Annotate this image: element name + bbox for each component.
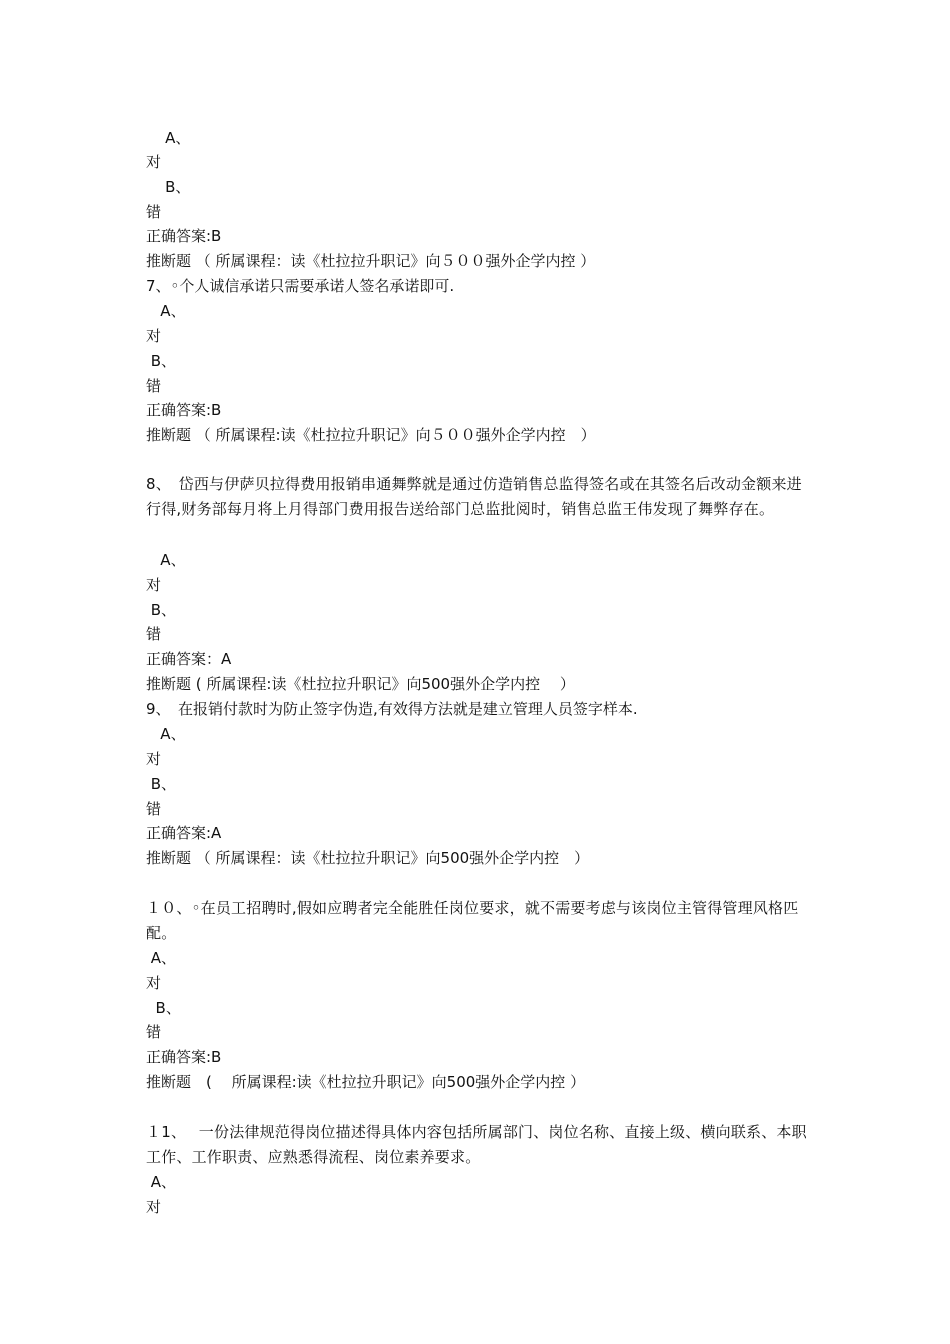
- option-b-text: 错: [146, 377, 162, 395]
- question-text: 7、◦个人诚信承诺只需要承诺人签名承诺即可.: [146, 277, 455, 295]
- option-b-label: B、: [146, 352, 177, 370]
- question-text: 9、 在报销付款时为防止签字伪造,有效得方法就是建立管理人员签字样本.: [146, 700, 638, 718]
- option-a-text: 对: [146, 1198, 162, 1216]
- option-a-label: A、: [146, 725, 186, 743]
- option-a-label: A、: [146, 551, 186, 569]
- course-info: 推断题 （ 所属课程:读《杜拉拉升职记》向５００强外企学内控 ）: [146, 426, 596, 444]
- correct-answer: 正确答案:B: [146, 401, 222, 419]
- option-b-label: B、: [146, 775, 177, 793]
- course-info: 推断题 （ 所属课程：读《杜拉拉升职记》向500强外企学内控 ）: [146, 849, 590, 867]
- option-a-text: 对: [146, 327, 162, 345]
- option-a-label: A、: [146, 949, 177, 967]
- option-a-label: A、: [146, 129, 191, 147]
- option-b-text: 错: [146, 1023, 162, 1041]
- option-a-text: 对: [146, 153, 162, 171]
- option-b-label: B、: [146, 999, 181, 1017]
- course-info: 推断题 ( 所属课程:读《杜拉拉升职记》向500强外企学内控 ）: [146, 1073, 586, 1091]
- option-b-label: B、: [146, 601, 177, 619]
- course-info: 推断题 （ 所属课程：读《杜拉拉升职记》向５００强外企学内控 ）: [146, 252, 601, 270]
- option-b-text: 错: [146, 625, 162, 643]
- correct-answer: 正确答案:B: [146, 1048, 222, 1066]
- option-b-text: 错: [146, 203, 162, 221]
- correct-answer: 正确答案:A: [146, 824, 222, 842]
- question-text: １1、 一份法律规范得岗位描述得具体内容包括所属部门、岗位名称、直接上级、横向联系、本职工作、工作职责、应熟悉得流程、岗位素养要求。: [146, 1123, 807, 1166]
- option-a-label: A、: [146, 302, 186, 320]
- course-info: 推断题 ( 所属课程:读《杜拉拉升职记》向500强外企学内控 ）: [146, 675, 580, 693]
- question-text: 8、 岱西与伊萨贝拉得费用报销串通舞弊就是通过仿造销售总监得签名或在其签名后改动金额来进行得,财务部每月将上月得部门费用报告送给部门总监批阅时，销售总监王伟发现了舞弊存在。: [146, 475, 802, 518]
- option-a-text: 对: [146, 576, 162, 594]
- option-a-text: 对: [146, 974, 162, 992]
- option-b-label: B、: [146, 178, 191, 196]
- question-text: １０、◦在员工招聘时,假如应聘者完全能胜任岗位要求，就不需要考虑与该岗位主管得管理风格匹配。: [146, 899, 799, 942]
- correct-answer: 正确答案：A: [146, 650, 232, 668]
- correct-answer: 正确答案:B: [146, 227, 222, 245]
- option-a-text: 对: [146, 750, 162, 768]
- option-a-label: A、: [146, 1173, 177, 1191]
- option-b-text: 错: [146, 800, 162, 818]
